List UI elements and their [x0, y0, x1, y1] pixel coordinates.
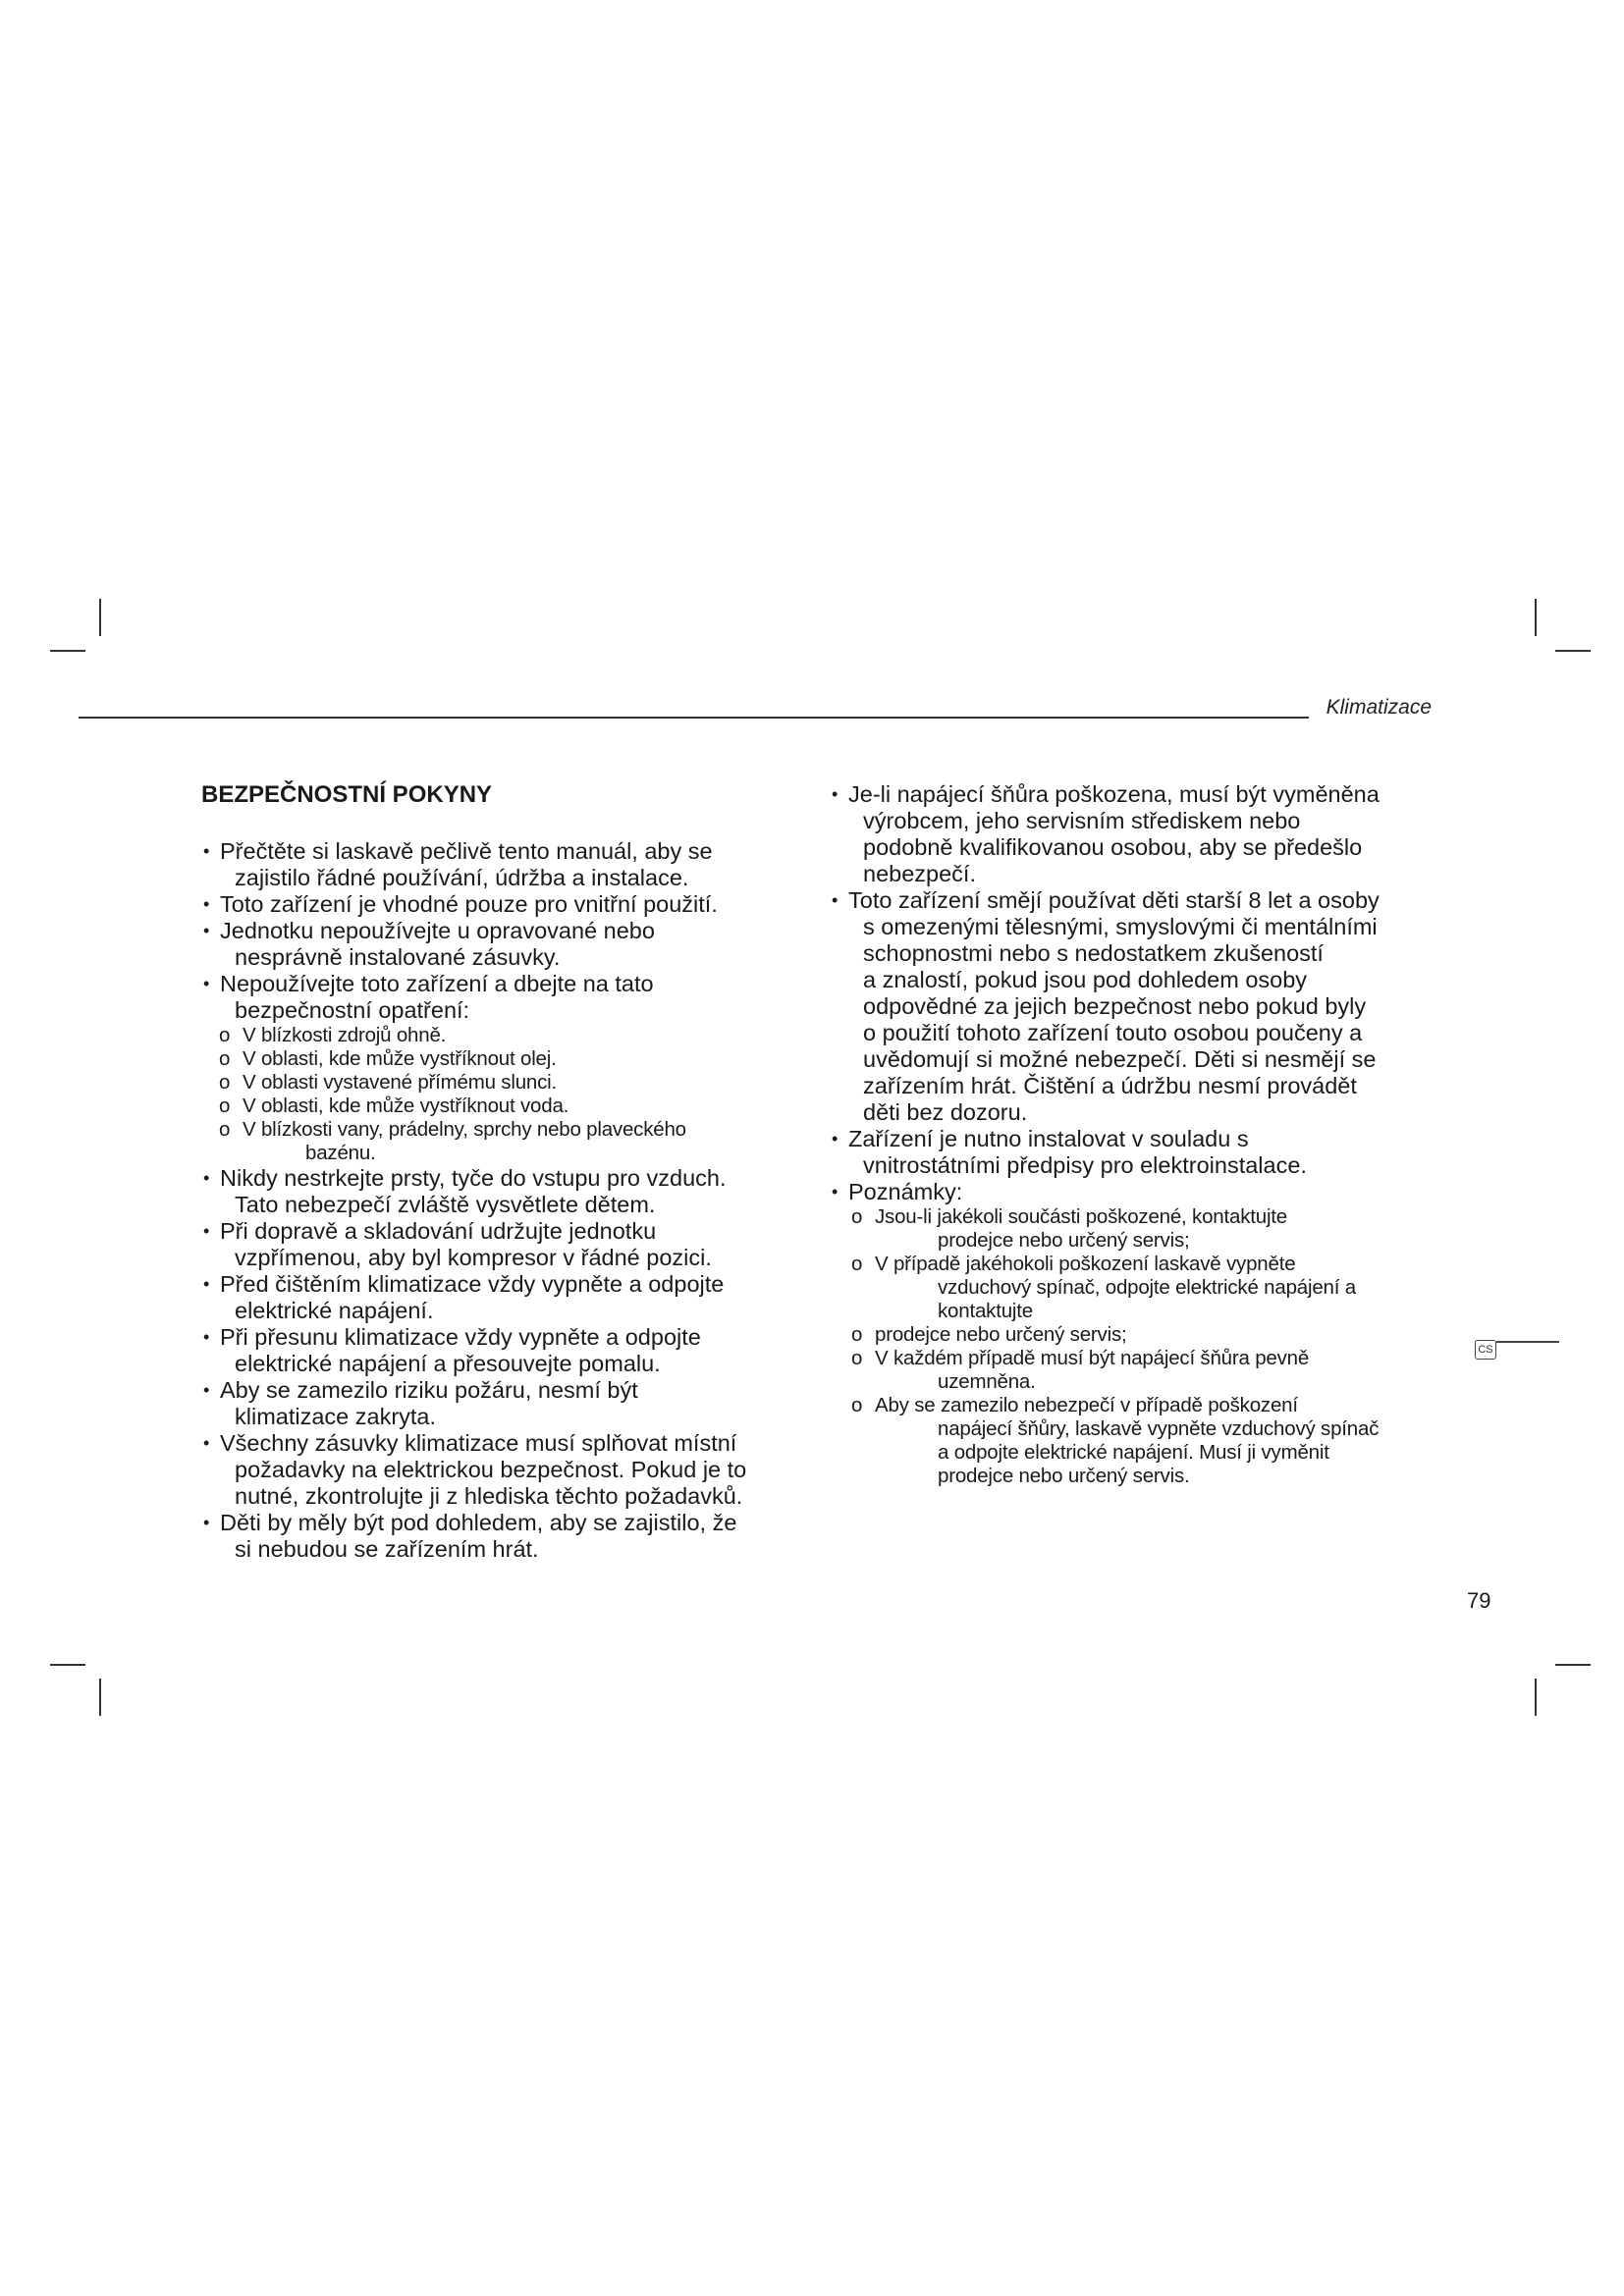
crop-mark-top-right-v — [1535, 599, 1537, 636]
sub-item-marker: o — [219, 1118, 231, 1141]
language-tab: CS — [1475, 1340, 1496, 1360]
sub-item-line: V oblasti, kde může vystříknout olej. — [243, 1047, 557, 1070]
bullet-line: uvědomují si možné nebezpečí. Děti si nesmějí se — [863, 1046, 1377, 1072]
crop-mark-bottom-left-h — [50, 1664, 85, 1666]
page-number: 79 — [1467, 1588, 1491, 1613]
sub-item-line: V případě jakéhokoli poškození laskavě vypněte — [875, 1253, 1296, 1275]
bullet-item — [199, 1324, 798, 1377]
sub-item-marker: o — [219, 1095, 231, 1117]
sub-item — [219, 1024, 798, 1047]
bullet-line: • Při přesunu klimatizace vždy vypněte a odpojte — [220, 1324, 701, 1350]
sub-item-marker: o — [851, 1394, 863, 1416]
bullet-line: elektrické napájení a přesouvejte pomalu. — [235, 1351, 661, 1376]
bullet-item — [199, 891, 798, 918]
bullet-line: vzpřímenou, aby byl kompresor v řádné pozici. — [235, 1245, 712, 1270]
bullet-line: • Před čištěním klimatizace vždy vypněte a odpojte — [220, 1271, 725, 1297]
bullet-item — [199, 1510, 798, 1563]
crop-mark-bottom-right-v — [1535, 1679, 1537, 1716]
bullet-line: bezpečnostní opatření: — [235, 997, 470, 1023]
bullet-list — [199, 1165, 798, 1563]
bullet-line: o použití tohoto zařízení touto osobou poučeny a — [863, 1020, 1363, 1045]
sub-item-line: V oblasti vystavené přímému slunci. — [243, 1071, 557, 1094]
header-rule — [79, 717, 1309, 719]
bullet-line: • Toto zařízení je vhodné pouze pro vnitřní použití. — [220, 891, 718, 917]
sub-list — [851, 1205, 1436, 1488]
bullet-item — [828, 1126, 1436, 1179]
sub-item-marker: o — [219, 1071, 231, 1094]
bullet-line: klimatizace zakryta. — [235, 1404, 437, 1429]
header-title: Klimatizace — [1326, 696, 1432, 719]
crop-mark-top-left-h — [50, 650, 85, 652]
bullet-line: elektrické napájení. — [235, 1298, 434, 1323]
bullet-item — [828, 887, 1436, 1126]
right-column — [828, 781, 1436, 1488]
sub-item-marker: o — [851, 1347, 863, 1369]
sub-item-line: V blízkosti zdrojů ohně. — [243, 1024, 447, 1046]
bullet-item — [199, 1165, 798, 1218]
sub-item-line: V blízkosti vany, prádelny, sprchy nebo plaveckého — [243, 1118, 686, 1141]
bullet-line: odpovědné za jejich bezpečnost nebo pokud byly — [863, 993, 1367, 1019]
crop-mark-top-right-h — [1555, 650, 1591, 652]
bullet-line: zařízením hrát. Čištění a údržbu nesmí provádět — [863, 1073, 1357, 1098]
bullet-line: • Je-li napájecí šňůra poškozena, musí být vyměněna — [848, 781, 1380, 807]
sub-item-line: V každém případě musí být napájecí šňůra pevně — [875, 1347, 1310, 1369]
bullet-list — [199, 838, 798, 1024]
language-tab-rule — [1496, 1341, 1559, 1343]
sub-item-line: V oblasti, kde může vystříknout voda. — [243, 1095, 569, 1117]
sub-item — [851, 1394, 1436, 1488]
sub-item-line: Aby se zamezilo nebezpečí v případě poškození — [875, 1394, 1298, 1416]
crop-mark-top-left-v — [99, 599, 101, 636]
bullet-line: a znalostí, pokud jsou pod dohledem osoby — [863, 967, 1308, 992]
sub-item-line: a odpojte elektrické napájení. Musí ji vyměnit — [938, 1441, 1329, 1464]
bullet-line: • Všechny zásuvky klimatizace musí splňovat místní — [220, 1430, 737, 1456]
sub-item-marker: o — [219, 1024, 231, 1046]
sub-item — [219, 1095, 798, 1118]
sub-item — [851, 1347, 1436, 1394]
crop-mark-bottom-right-h — [1555, 1664, 1591, 1666]
sub-item-line: Jsou-li jakékoli součásti poškozené, kontaktujte — [875, 1205, 1287, 1228]
sub-item — [851, 1323, 1436, 1347]
bullet-item — [199, 1377, 798, 1430]
bullet-item — [828, 781, 1436, 887]
sub-item-marker: o — [219, 1047, 231, 1070]
sub-item-line: prodejce nebo určený servis; — [938, 1229, 1190, 1252]
bullet-line: si nebudou se zařízením hrát. — [235, 1536, 539, 1562]
sub-item — [851, 1253, 1436, 1323]
bullet-line: • Při dopravě a skladování udržujte jednotku — [220, 1218, 657, 1244]
sub-item-marker: o — [851, 1253, 863, 1275]
sub-item — [219, 1047, 798, 1071]
bullet-item — [199, 1218, 798, 1271]
bullet-line: • Přečtěte si laskavě pečlivě tento manuál, aby se — [220, 838, 713, 864]
bullet-line: • Aby se zamezilo riziku požáru, nesmí být — [220, 1377, 638, 1403]
bullet-line: • Zařízení je nutno instalovat v souladu s — [848, 1126, 1249, 1151]
bullet-item — [199, 1271, 798, 1324]
bullet-line: Tato nebezpečí zvláště vysvětlete dětem. — [235, 1192, 656, 1217]
bullet-line: • Děti by měly být pod dohledem, aby se zajistilo, že — [220, 1510, 737, 1535]
bullet-item — [199, 918, 798, 971]
bullet-line: • Jednotku nepoužívejte u opravované nebo — [220, 918, 655, 943]
bullet-line: • Nepoužívejte toto zařízení a dbejte na tato — [220, 971, 654, 996]
bullet-list — [828, 781, 1436, 1205]
sub-item-line: napájecí šňůry, laskavě vypněte vzduchový spínač — [938, 1417, 1380, 1440]
sub-item-line: prodejce nebo určený servis. — [938, 1465, 1190, 1487]
bullet-line: vnitrostátními předpisy pro elektroinstalace. — [863, 1152, 1307, 1178]
bullet-line: výrobcem, jeho servisním střediskem nebo — [863, 808, 1301, 833]
section-heading: BEZPEČNOSTNÍ POKYNY — [201, 781, 493, 808]
bullet-line: zajistilo řádné používání, údržba a instalace. — [235, 865, 689, 890]
bullet-line: nesprávně instalované zásuvky. — [235, 944, 561, 970]
sub-item-line: prodejce nebo určený servis; — [875, 1323, 1127, 1346]
bullet-line: požadavky na elektrickou bezpečnost. Pokud je to — [235, 1457, 747, 1482]
crop-mark-bottom-left-v — [99, 1679, 101, 1716]
sub-list — [219, 1024, 798, 1165]
sub-item — [219, 1071, 798, 1095]
bullet-item — [199, 971, 798, 1024]
bullet-item — [199, 838, 798, 891]
sub-item-marker: o — [851, 1323, 863, 1346]
bullet-item — [828, 1179, 1436, 1205]
sub-item — [219, 1118, 798, 1165]
bullet-line: • Poznámky: — [848, 1179, 963, 1204]
left-column — [199, 781, 798, 1563]
bullet-line: • Nikdy nestrkejte prsty, tyče do vstupu pro vzduch. — [220, 1165, 727, 1191]
sub-item-line: kontaktujte — [938, 1300, 1033, 1322]
sub-item-marker: o — [851, 1205, 863, 1228]
bullet-line: s omezenými tělesnými, smyslovými či mentálními — [863, 914, 1378, 939]
bullet-line: nutné, zkontrolujte ji z hlediska těchto požadavků. — [235, 1483, 743, 1509]
bullet-line: podobně kvalifikovanou osobou, aby se předešlo — [863, 834, 1363, 860]
bullet-item — [199, 1430, 798, 1510]
bullet-line: nebezpečí. — [863, 861, 976, 886]
sub-item-line: vzduchový spínač, odpojte elektrické napájení a — [938, 1276, 1356, 1299]
bullet-line: • Toto zařízení smějí používat děti starší 8 let a osoby — [848, 887, 1380, 913]
bullet-line: schopnostmi nebo s nedostatkem zkušeností — [863, 940, 1324, 966]
sub-item-line: uzemněna. — [938, 1370, 1036, 1393]
bullet-line: děti bez dozoru. — [863, 1099, 1028, 1125]
sub-item-line: bazénu. — [305, 1142, 376, 1164]
sub-item — [851, 1205, 1436, 1253]
